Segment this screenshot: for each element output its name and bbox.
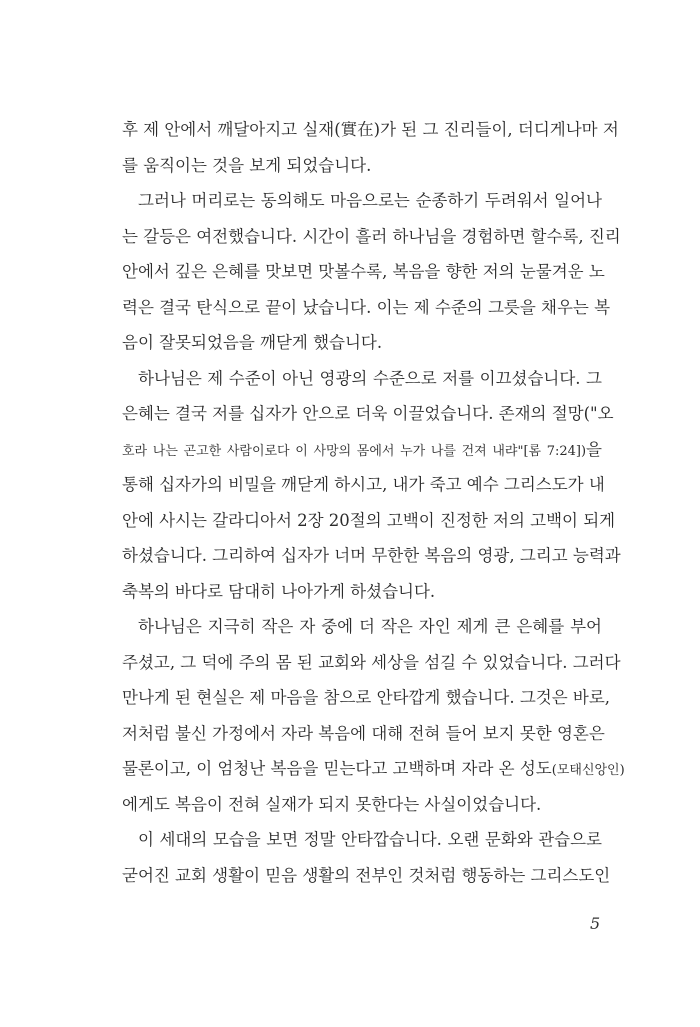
small-text: 호라 나는 곤고한 사람이로다 이 사망의 몸에서 누가 나를 건져 내랴"[롬 7:24]) bbox=[122, 443, 587, 459]
text-line bbox=[122, 645, 621, 681]
text-line bbox=[122, 183, 602, 219]
line-text: 안에 사시는 갈라디아서 2장 20절의 고백이 진정한 저의 고백이 되게 bbox=[122, 510, 616, 530]
text-line bbox=[122, 219, 621, 255]
text-line bbox=[122, 254, 605, 290]
line-text: 축복의 바다로 담대히 나아가게 하셨습니다. bbox=[122, 581, 436, 601]
line-text: 후 제 안에서 깨달아지고 실재(實在)가 된 그 진리들이, 더디게나마 저 bbox=[122, 120, 619, 139]
line-text: 만나게 된 현실은 제 마음을 참으로 안타깝게 했습니다. 그것은 바로, bbox=[122, 688, 611, 707]
line-text: 하셨습니다. 그리하여 십자가 너머 무한한 복음의 영광, 그리고 능력과 bbox=[122, 546, 621, 565]
line-text: 하나님은 제 수준이 아닌 영광의 수준으로 저를 이끄셨습니다. 그 bbox=[138, 368, 602, 388]
text-line bbox=[122, 574, 602, 610]
line-text: 통해 십자가의 비밀을 깨닫게 하시고, 내가 죽고 예수 그리스도가 내 bbox=[122, 475, 605, 494]
line-text: 는 갈등은 여전했습니다. 시간이 흘러 하나님을 경험하면 할수록, 진리 bbox=[122, 226, 621, 246]
text-line bbox=[122, 538, 621, 574]
line-text: 력은 결국 탄식으로 끝이 났습니다. 이는 제 수준의 그릇을 채우는 복 bbox=[122, 297, 611, 317]
line-text: 저처럼 불신 가정에서 자라 복음에 대해 전혀 들어 보지 못한 영혼은 bbox=[122, 723, 605, 743]
small-text: (모태신앙인) bbox=[551, 763, 625, 778]
text-line bbox=[122, 325, 602, 361]
text-line bbox=[122, 716, 605, 752]
text-line bbox=[122, 396, 614, 432]
text-line bbox=[122, 467, 605, 503]
text-line bbox=[122, 432, 602, 468]
text-line bbox=[122, 609, 602, 645]
line-text: 하나님은 지극히 작은 자 중에 더 작은 자인 제게 큰 은혜를 부어 bbox=[138, 617, 602, 636]
text-line bbox=[122, 787, 602, 823]
line-text: 음이 잘못되었음을 깨닫게 했습니다. bbox=[122, 333, 383, 352]
body-text bbox=[122, 112, 625, 893]
line-text: 그러나 머리로는 동의해도 마음으로는 순종하기 두려워서 일어나 bbox=[138, 191, 602, 210]
line-text: 이 세대의 모습을 보면 정말 안타깝습니다. 오랜 문화와 관습으로 bbox=[138, 830, 602, 849]
text-line bbox=[122, 822, 602, 858]
text-line bbox=[122, 751, 625, 787]
line-text: 를 움직이는 것을 보게 되었습니다. bbox=[122, 155, 372, 175]
line-text: 굳어진 교회 생활이 믿음 생활의 전부인 것처럼 행동하는 그리스도인 bbox=[122, 865, 611, 885]
line-text-tail: 을 bbox=[586, 439, 602, 459]
page-number: 5 bbox=[590, 914, 601, 933]
text-line bbox=[122, 858, 611, 894]
text-line bbox=[122, 503, 616, 539]
text-line bbox=[122, 361, 602, 397]
text-line bbox=[122, 680, 611, 716]
text-line bbox=[122, 148, 602, 184]
line-text: 물론이고, 이 엄청난 복음을 믿는다고 고백하며 자라 온 성도 bbox=[122, 759, 552, 778]
line-text: 은혜는 결국 저를 십자가 안으로 더욱 이끌었습니다. 존재의 절망("오 bbox=[122, 404, 614, 423]
line-text: 안에서 깊은 은혜를 맛보면 맛볼수록, 복음을 향한 저의 눈물겨운 노 bbox=[122, 262, 605, 281]
text-line bbox=[122, 112, 619, 148]
text-line bbox=[122, 290, 611, 326]
line-text: 에게도 복음이 전혀 실재가 되지 못한다는 사실이었습니다. bbox=[122, 794, 542, 814]
line-text: 주셨고, 그 덕에 주의 몸 된 교회와 세상을 섬길 수 있었습니다. 그러다 bbox=[122, 652, 621, 672]
